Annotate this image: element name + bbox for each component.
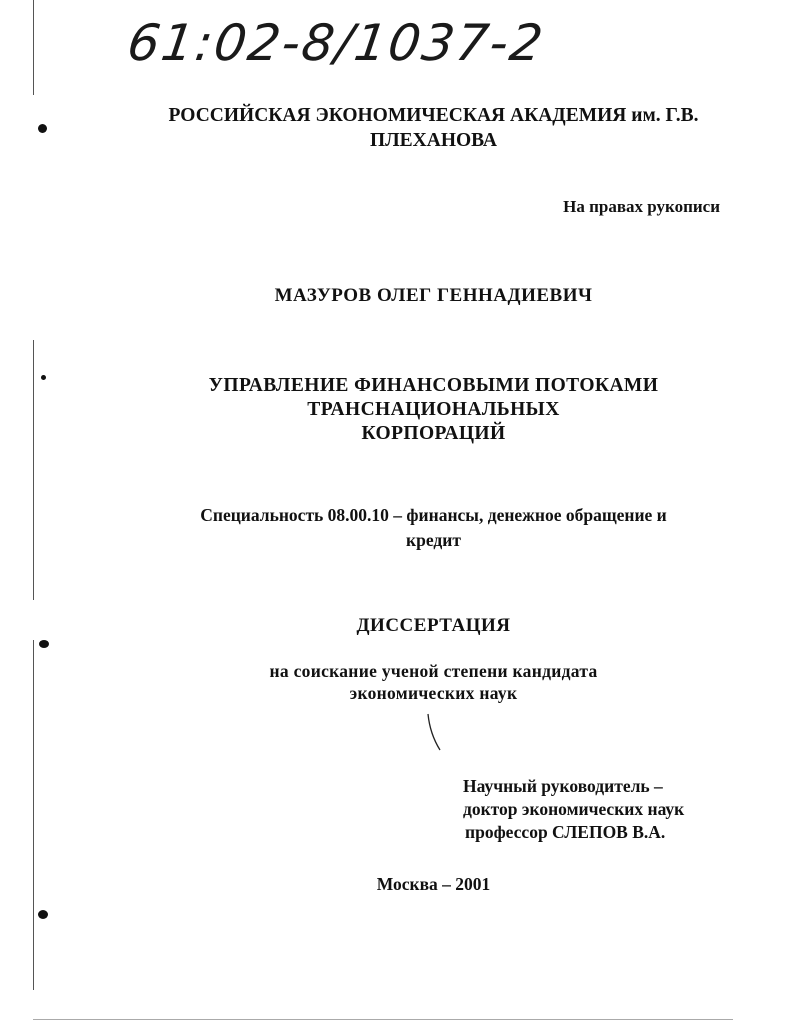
specialty — [100, 503, 767, 553]
archive-handwritten-mark: 61:02-8/1037-2 — [123, 14, 548, 72]
scan-speck — [38, 124, 47, 133]
manuscript-rights-note: На правах рукописи — [563, 197, 720, 216]
supervisor-line-3: профессор СЛЕПОВ В.А. — [465, 822, 666, 842]
degree-line-1: на соискание ученой степени кандидата — [269, 661, 598, 681]
organization-line-2: ПЛЕХАНОВА — [369, 130, 498, 151]
scientific-supervisor — [463, 775, 684, 844]
organization-name — [100, 103, 767, 153]
scan-margin-line — [33, 640, 34, 990]
specialty-line-2: кредит — [406, 530, 461, 550]
title-line-1: УПРАВЛЕНИЕ ФИНАНСОВЫМИ ПОТОКАМИ — [208, 375, 659, 396]
city-year: Москва – 2001 — [376, 874, 491, 894]
author-name: МАЗУРОВ ОЛЕГ ГЕННАДИЕВИЧ — [274, 285, 593, 306]
scan-speck — [38, 910, 48, 919]
dissertation-title — [100, 374, 767, 446]
title-line-3: КОРПОРАЦИЙ — [361, 423, 506, 444]
specialty-line-1: Специальность 08.00.10 – финансы, денежное обращение и — [200, 505, 667, 525]
scan-speck — [41, 375, 46, 380]
supervisor-line-2: доктор экономических наук — [463, 799, 685, 819]
scan-margin-line — [33, 340, 34, 600]
degree-line-2: экономических наук — [349, 683, 518, 703]
degree-statement — [100, 660, 767, 704]
document-type: ДИССЕРТАЦИЯ — [356, 615, 511, 636]
scan-speck — [39, 640, 49, 648]
scan-bottom-edge — [33, 1019, 733, 1020]
supervisor-line-1: Научный руководитель – — [463, 776, 663, 796]
title-line-2: ТРАНСНАЦИОНАЛЬНЫХ — [307, 399, 560, 420]
scan-margin-line — [33, 0, 34, 95]
pen-stroke-mark — [424, 712, 444, 754]
organization-line-1: РОССИЙСКАЯ ЭКОНОМИЧЕСКАЯ АКАДЕМИЯ им. Г.В. — [168, 105, 699, 126]
